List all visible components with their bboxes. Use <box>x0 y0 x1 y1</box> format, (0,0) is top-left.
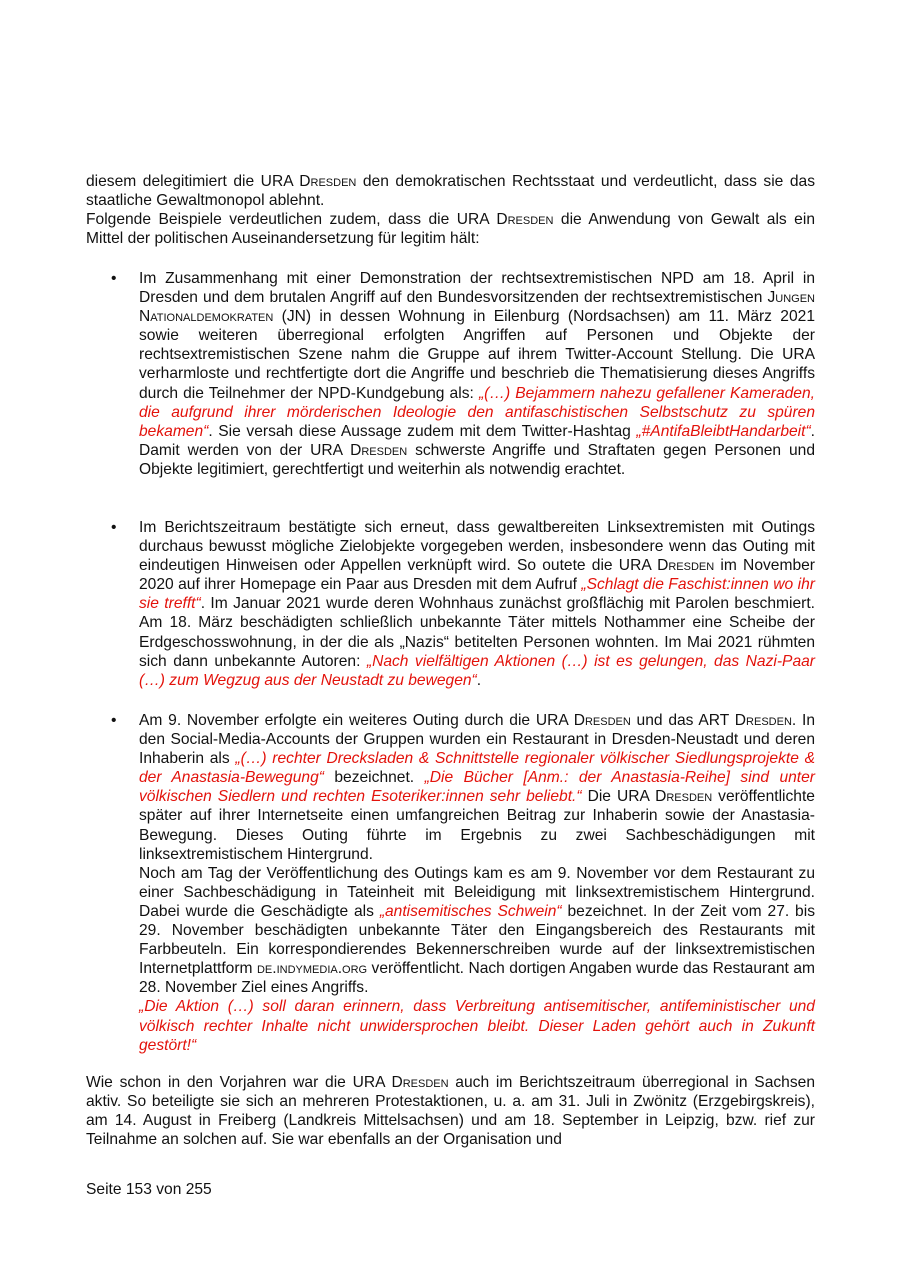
text-span: und das ART <box>630 712 735 729</box>
text-span: Noch am Tag der Veröffentlichung des Outings kam es am 9. November vor dem Restaurant zu einer Sachbeschädigung in Tateinheit mit Beleidigung mit linksextremistischem Hintergrund. Dabei wurde die Geschädigte als <box>139 864 815 920</box>
text-span: . <box>476 671 482 689</box>
intro-paragraph-2 <box>86 210 815 248</box>
text-span: bezeichnet. In der Zeit vom 27. bis 29. November beschädigten unbekannte Täter den Eingangsbereich des Restaurants mit Farbbeuteln. Ein korrespondierendes Bekennerschreiben wurde auf der linksextremistischen Internetplattform <box>139 902 815 978</box>
org-name: Dresden <box>299 173 357 190</box>
text-span: bezeichnet. <box>323 769 425 787</box>
org-name: Dresden <box>350 441 408 459</box>
quote: „Nach vielfältigen Aktionen (…) ist es gelungen, das Nazi-Paar (…) zum Wegzug aus der Neustadt zu bewegen“ <box>139 652 815 689</box>
text-span: (JN) in dessen Wohnung in Eilenburg (Nordsachsen) am 11. März 2021 sowie weiteren überregional erfolgten Angriffen auf Personen und Objekte der rechtsextremistischen Szene nahm die Gruppe auf ihrem Twitter-Account Stellung. Die URA verharmloste und rechtfertigte dort die Angriffe und beschrieb die Thematisierung dieses Angriffs durch die Teilnehmer der NPD-Kundgebung als: <box>139 308 815 402</box>
bullet-text <box>139 518 815 690</box>
text-span: diesem delegitimiert die URA <box>86 173 300 190</box>
text-span: Im Berichtszeitraum bestätigte sich erneut, dass gewaltbereiten Linksextremisten mit Outings durchaus bewusst mögliche Zielobjekte vorgegeben werden, insbesondere wenn das Outing mit eindeutigen Hinweisen oder Appellen verknüpft wird. So outete die URA <box>139 519 815 575</box>
org-name: Dresden <box>391 1074 449 1091</box>
org-name: Jungen Nationaldemokraten <box>139 289 815 326</box>
text-span: auch im Berichtszeitraum überregional in Sachsen aktiv. So beteiligte sie sich an mehreren Protestaktionen, u. a. am 31. Juli in Zwönitz (Erzgebirgskreis), am 14. August in Freiberg (Landkreis Mittelsachsen) und am 18. September in Leipzig, bzw. rief zur Teilnahme an solchen auf. Sie war ebenfalls an der Organisation und <box>86 1074 815 1149</box>
org-name: Dresden <box>496 211 554 229</box>
quote: „(…) rechter Drecksladen & Schnittstelle regionaler völkischer Siedlungsprojekte & der Anastasia-Bewegung“ <box>139 750 815 787</box>
text-span: . Sie versah diese Aussage zudem mit dem Twitter-Hashtag <box>208 422 637 440</box>
quote: „Die Bücher [Anm.: der Anastasia-Reihe] sind unter völkischen Siedlern und rechten Esoteriker:innen sehr beliebt.“ <box>139 769 815 806</box>
intro-section <box>86 172 815 248</box>
closing-paragraph <box>86 1073 815 1149</box>
bullet-icon: • <box>111 270 117 287</box>
text-span: . Im Januar 2021 wurde deren Wohnhaus zunächst großflächig mit Parolen beschmiert. Am 18. März beschädigten schließlich unbekannte Täter mittels Nothammer eine Scheibe der Erdgeschosswohnung, in der die als „Nazis“ betitelten Personen wohnten. Im Mai 2021 rühmten sich dann unbekannte Autoren: <box>139 595 815 670</box>
text-span: Am 9. November erfolgte ein weiteres Outing durch die URA <box>139 712 574 729</box>
org-name: Dresden <box>657 557 715 575</box>
text-span: Folgende Beispiele verdeutlichen zudem, dass die URA <box>86 211 497 229</box>
bullet-text <box>139 269 815 479</box>
quote: „#AntifaBleibtHandarbeit“ <box>636 422 811 440</box>
quote: „(…) Bejammern nahezu gefallener Kameraden, die aufgrund ihrer mörderischen Ideologie den antifaschistischen Selbstschutz zu spüren bekamen“ <box>139 384 815 440</box>
quote: „Schlagt die Faschist:innen wo ihr sie trefft“ <box>139 576 815 613</box>
bullet-text <box>139 711 815 1055</box>
quote: „antisemitisches Schwein“ <box>379 902 562 920</box>
text-span: die Anwendung von Gewalt als ein Mittel der politischen Auseinandersetzung für legitim hält: <box>86 211 815 248</box>
text-span: veröffentlichte später auf ihrer Internetseite einen umfangreichen Beitrag zur Inhaberin sowie der Anastasia-Bewegung. Dieses Outing führte im Ergebnis zu zwei Sachbeschädigungen mit linksextremistischem Hintergrund. <box>139 788 815 863</box>
bullet-paragraph <box>139 711 815 864</box>
text-span: Wie schon in den Vorjahren war die URA <box>86 1074 392 1091</box>
intro-paragraph-1 <box>86 172 815 210</box>
text-span: schwerste Angriffe und Straftaten gegen Personen und Objekte legitimiert, gerechtfertigt und weiterhin als notwendig erachtet. <box>139 441 815 478</box>
text-span: den demokratischen Rechtsstaat und verdeutlicht, dass sie das staatliche Gewaltmonopol ablehnt. <box>86 173 816 210</box>
text-span: . Damit werden von der URA <box>139 422 815 459</box>
website-name: de.indymedia.org <box>256 960 368 978</box>
text-span: im November 2020 auf ihrer Homepage ein Paar aus Dresden mit dem Aufruf <box>139 557 815 594</box>
text-span: veröffentlicht. Nach dortigen Angaben wurde das Restaurant am 28. November Ziel eines Angriffs. <box>139 960 815 997</box>
bullet-icon: • <box>111 712 117 729</box>
bullet-icon: • <box>111 519 117 536</box>
text-span: . In den Social-Media-Accounts der Gruppen wurden ein Restaurant in Dresden-Neustadt und deren Inhaberin als <box>139 712 815 768</box>
org-name: Dresden <box>734 712 792 729</box>
org-name: Dresden <box>655 788 713 806</box>
page-number: Seite 153 von 255 <box>86 1181 212 1198</box>
quote-paragraph: „Die Aktion (…) soll daran erinnern, dass Verbreitung antisemitischer, antifeministischer und völkisch rechter Inhalte nicht unwidersprochen bleibt. Dieser Laden gehört auch in Zukunft gestört!“ <box>139 998 815 1054</box>
text-span: Im Zusammenhang mit einer Demonstration der rechtsextremistischen NPD am 18. April in Dresden und dem brutalen Angriff auf den Bundesvorsitzenden der rechtsextremistischen <box>139 270 815 307</box>
text-span: Die URA <box>581 788 656 806</box>
bullet-paragraph <box>139 864 815 998</box>
org-name: Dresden <box>573 712 631 729</box>
